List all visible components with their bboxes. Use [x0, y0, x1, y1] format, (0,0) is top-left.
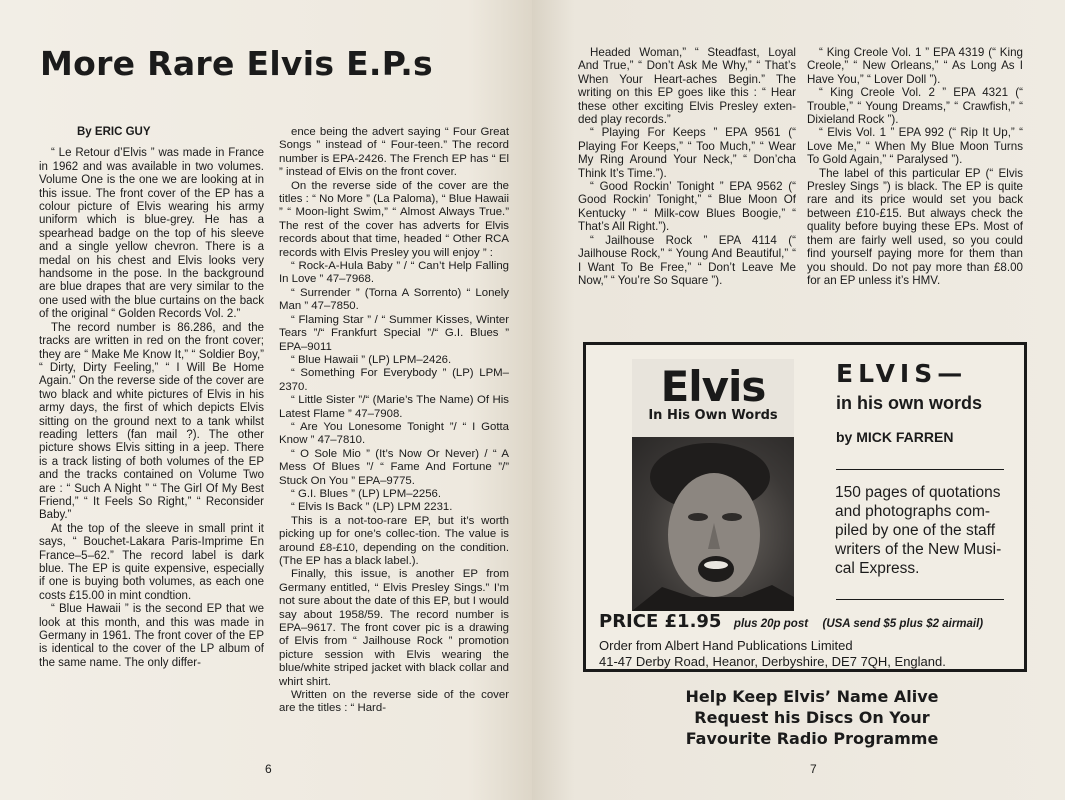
paragraph: The record number is 86.286, and the tracks are written in red on the front cover; they are “ Make Me Know It,” “ Soldier Boy,” “ Dirty, Dirty Feeling,” “ I Will Be Home Again.” On the reverse side of the cover are two black and white pictures of Elvis in his army days, the first of which depicts Elvis sitting on the ground next to a tank whilst reading letters (fan mail ?). The other picture shows Elvis sitting in a jeep. There is a track listing of both volumes of the EP and the tracks contained on Volume Two are : “ Such A Night ” “ The Girl Of My Best Friend,” “ It Feels So Right,” “ Reconsider Baby.”: [39, 321, 264, 522]
paragraph: “ Surrender ” (Torna A Sorrento) “ Lonely Man ” 47–7850.: [279, 286, 509, 313]
right-column-2: [807, 46, 1023, 287]
page-number-left: 6: [265, 762, 272, 776]
paragraph: “ Rock-A-Hula Baby ” / “ Can’t Help Falling In Love ” 47–7968.: [279, 260, 509, 286]
paragraph: “ G.I. Blues ” (LP) LPM–2256.: [291, 487, 442, 500]
ad-order-line-1: Order from Albert Hand Publications Limited: [599, 638, 853, 653]
right-column-2-text: [807, 46, 1023, 287]
paragraph: “ Elvis Is Back ” (LP) LPM 2231.: [291, 501, 453, 514]
paragraph: “ Elvis Vol. 1 ” EPA 992 (“ Rip It Up,” “ Love Me,” “ When My Blue Moon Turns To Gold Again,” “ Paralysed ”).: [807, 126, 1023, 167]
paragraph: “ Le Retour d’Elvis ” was made in France in 1962 and was available in two volumes. Volume One is the one we are looking at in this issue. The front cover of the EP has a colour picture of Elvis wearing his army uniform which is blue-grey. He has a spearhead badge on the top of his sleeve and a single yellow chevron. There is a medal on his chest and Elvis looks very handsome in the pose. In the background are blue drapes that are very similar to the one used with the blue curtains on the back of the original “ Golden Records Vol. 2.”: [39, 147, 264, 321]
ad-subtitle: in his own words: [836, 393, 983, 413]
book-cover-subtitle: In His Own Words: [648, 408, 778, 423]
left-column-2: [279, 126, 509, 716]
left-column-1-text: [39, 147, 264, 670]
ad-postage: plus 20p post: [733, 618, 809, 630]
ad-usa-postage: (USA send $5 plus $2 airmail): [822, 618, 984, 630]
paragraph: This is a not-too-rare EP, but it’s worth picking up for one’s collec-tion. The value is around £8-£10, depending on the condition. (The EP has a black label.).: [279, 514, 509, 567]
elvis-face-illustration: [632, 437, 794, 611]
slogan-line-3: Favourite Radio Programme: [685, 729, 939, 748]
paragraph: “ Flaming Star ” / “ Summer Kisses, Winter Tears ”/“ Frankfurt Special ”/“ G.I. Blues ” EPA–9011: [279, 313, 509, 353]
book-cover-title: Elvis: [660, 362, 766, 411]
page-6: [0, 0, 532, 800]
right-column-1: [578, 46, 796, 287]
paragraph: Headed Woman,” “ Steadfast, Loyal And True,” “ Don’t Ask Me Why,” “ That’s When Your Heart-aches Begin.” The writing on this EP goes like this : “ Hear these other exciting Elvis Presley exten-ded play records.”: [578, 46, 796, 127]
paragraph: “ Are You Lonesome Tonight ”/ “ I Gotta Know ” 47–7810.: [279, 420, 509, 447]
page-number-right: 7: [810, 762, 817, 776]
paragraph: At the top of the sleeve in small print it says, “ Bouchet-Lakara Paris-Imprime En France–5–62.” The record label is dark blue. The EP is quite expensive, especially if one is buying both volumes, as each one costs £15.00 in mint condtion.: [39, 522, 264, 602]
paragraph: “ Something For Everybody ” (LP) LPM–2370.: [279, 367, 509, 393]
elvis-photo: [632, 437, 794, 611]
book-cover: [632, 359, 794, 611]
ad-order-line-2: 41-47 Derby Road, Heanor, Derbyshire, DE7 7QH, England.: [599, 654, 946, 669]
paragraph: “ Good Rockin’ Tonight ” EPA 9562 (“ Good Rockin’ Tonight,” “ Blue Moon Of Kentucky ” “ Milk-cow Blues Boogie,” “ That’s All Right.”).: [578, 180, 796, 234]
paragraph: “ King Creole Vol. 1 ” EPA 4319 (“ King Creole,” “ New Orleans,” “ As Long As I Have You,” “ Lover Doll ”).: [807, 46, 1023, 86]
paragraph: Finally, this issue, is another EP from Germany entitled, “ Elvis Presley Sings.” I’m not sure about the date of this EP, but I would say about 1958/59. The record number is EPA–9617. The front cover pic is a drawing of Elvis from “ Jailhouse Rock ” promotion picture session with Elvis wearing the blue/white striped jacket with black collar and whirt shirt.: [279, 568, 509, 688]
paragraph: The label of this particular EP (“ Elvis Presley Sings ”) is black. The EP is quite rare and its price would set you back between £10-£15. But always check the quality before buying these EPs. Most of them are fairly well used, so you could find yourself paying more for them than you should. Do not pay more than £8.00 for an EP unless it’s HMV.: [807, 166, 1023, 287]
left-column-2-text: [279, 126, 509, 716]
book-advertisement: [583, 342, 1027, 672]
ad-author: by MICK FARREN: [836, 429, 954, 445]
book-cover-title-area: [632, 359, 794, 437]
page-7: [532, 0, 1065, 800]
paragraph: “ Blue Hawaii ” (LP) LPM–2426.: [291, 353, 452, 366]
paragraph: “ King Creole Vol. 2 ” EPA 4321 (“ Trouble,” “ Young Dreams,” “ Crawfish,” “ Dixieland Rock ”).: [807, 86, 1023, 127]
paragraph: On the reverse side of the cover are the titles : “ No More ” (La Paloma), “ Blue Hawaii ” “ Moon-light Swim,” “ Almost Always True.” The rest of the cover has adverts for Elvis records about that time, headed “ Other RCA records with Elvis Presley you will enjoy ” :: [279, 179, 509, 259]
ad-headline: ELVIS—: [836, 359, 968, 388]
paragraph: Written on the reverse side of the cover are the titles : “ Hard-: [279, 689, 509, 715]
right-column-1-text: [578, 46, 796, 287]
left-column-1: [39, 126, 264, 670]
byline: By ERIC GUY: [77, 126, 151, 138]
paragraph: “ Jailhouse Rock ” EPA 4114 (“ Jailhouse Rock,” “ Young And Beautiful,” “ I Want To Be Free,” “ Don’t Leave Me Now,” “ You’re So Square ”).: [578, 233, 796, 287]
paragraph: “ O Sole Mio ” (It’s Now Or Never) / “ A Mess Of Blues ”/ “ Fame And Fortune ”/” Stuck On You ” EPA–9775.: [279, 447, 509, 487]
paragraph: “ Little Sister ”/“ (Marie’s The Name) Of His Latest Flame ” 47–7908.: [279, 394, 509, 420]
ad-description: 150 pages of quotations and photographs com-piled by one of the staff writers of the New Musi-cal Express.: [835, 484, 1002, 577]
ad-divider-top: [836, 469, 1004, 470]
ad-price-line: [599, 611, 983, 632]
slogan-line-2: Request his Discs On Your: [694, 708, 930, 727]
paragraph: “ Blue Hawaii ” is the second EP that we look at this month, and this was made in Germany in 1961. The front cover of the EP is identical to the cover of the LP album of the same name. The only differ-: [39, 603, 264, 669]
slogan: [592, 686, 1032, 749]
paragraph: ence being the advert saying “ Four Great Songs ” instead of “ Four-teen.” The record number is EPA-2426. The French EP has “ El ” instead of Elvis on the front cover.: [279, 126, 509, 179]
ad-price: PRICE £1.95: [599, 611, 722, 632]
article-title: More Rare Elvis E.P.s: [40, 44, 433, 83]
ad-divider-bottom: [836, 599, 1004, 600]
paragraph: “ Playing For Keeps ” EPA 9561 (“ Playing For Keeps,” “ Too Much,” “ Wear My Ring Around Your Neck,” “ Don’cha Think It’s Time.”).: [578, 126, 796, 180]
slogan-line-1: Help Keep Elvis’ Name Alive: [685, 687, 939, 706]
